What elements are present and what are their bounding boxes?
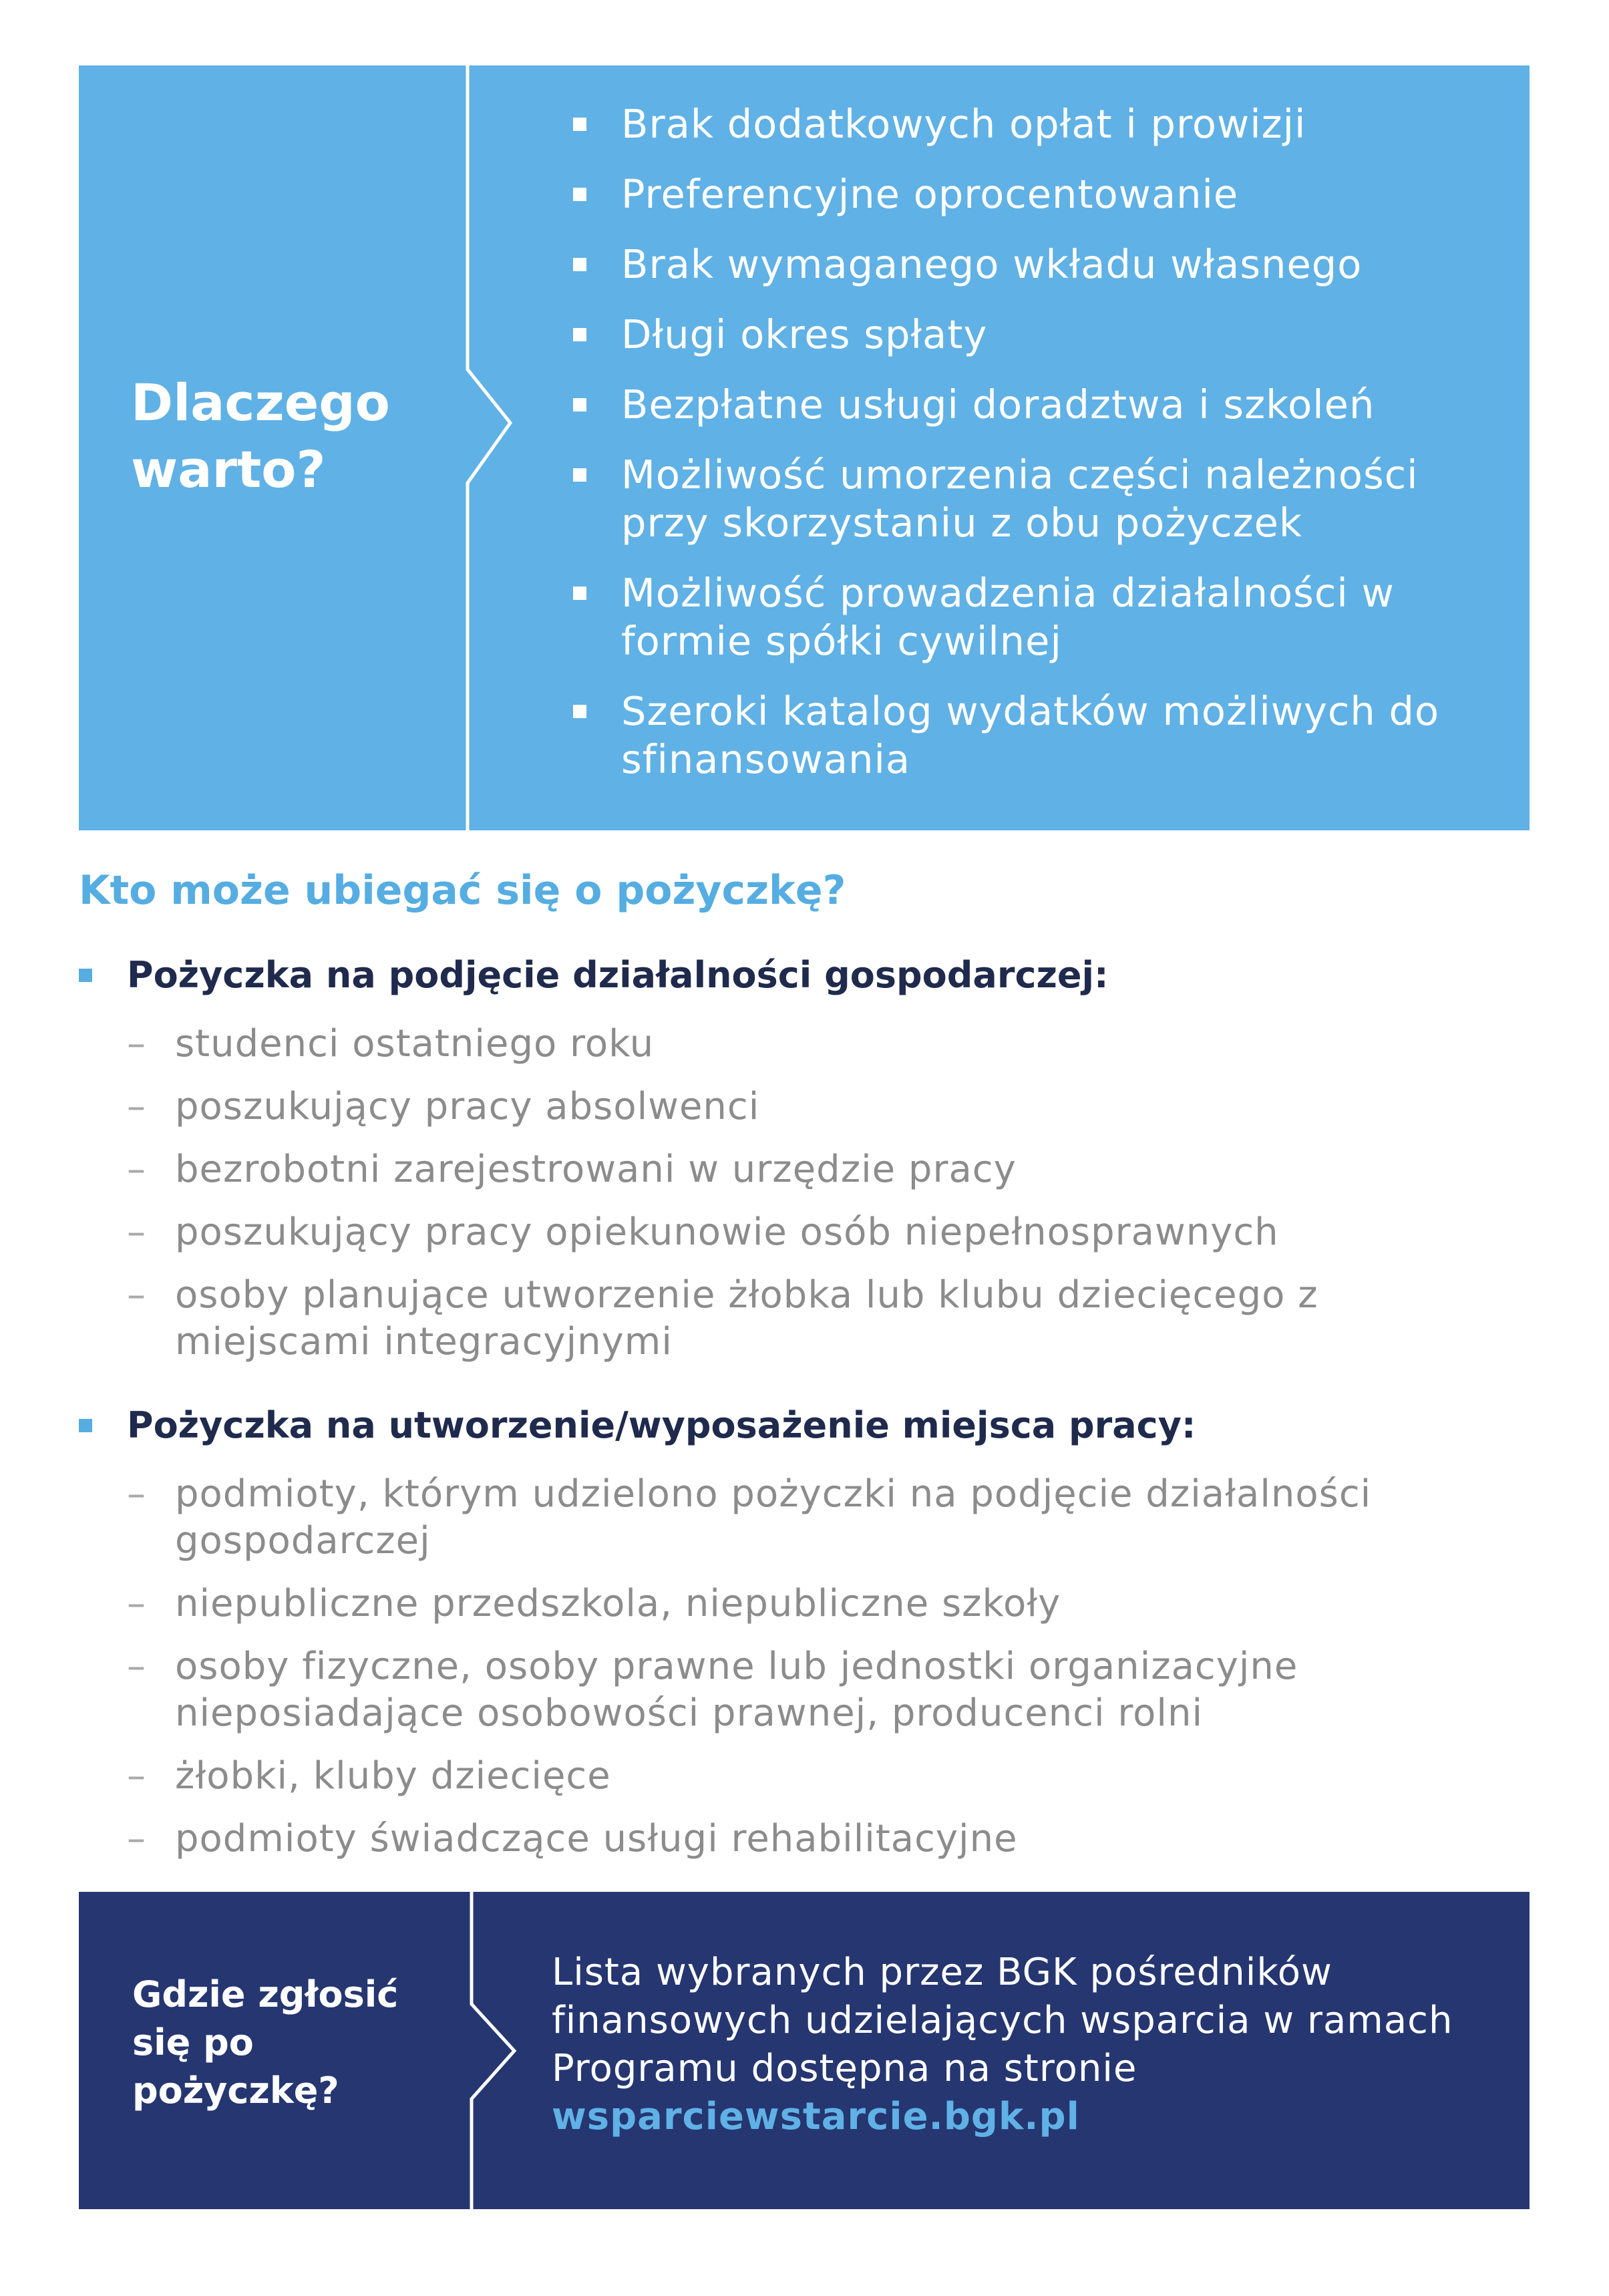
- list-item: [127, 1209, 1496, 1256]
- benefit-item: [573, 569, 1501, 665]
- benefit-text: Szeroki katalog wydatków możliwych do sfinansowania: [621, 688, 1440, 782]
- benefit-text: Możliwość prowadzenia działalności w formie spółki cywilnej: [621, 570, 1395, 664]
- list-item-text: osoby planujące utworzenie żłobka lub klubu dziecięcego z miejscami integracyjnymi: [175, 1273, 1318, 1363]
- list-item-text: osoby fizyczne, osoby prawne lub jednostki organizacyjne nieposiadające osobowości prawnej, producenci rolni: [175, 1645, 1298, 1735]
- list-item-text: niepubliczne przedszkola, niepubliczne szkoły: [175, 1582, 1061, 1625]
- list-item-text: poszukujący pracy opiekunowie osób niepełnosprawnych: [175, 1210, 1279, 1254]
- list-item-text: podmioty świadczące usługi rehabilitacyjne: [175, 1817, 1018, 1860]
- dash-bullet-icon: –: [127, 1472, 146, 1516]
- list-item: [127, 1021, 1496, 1068]
- why-worth-title: [131, 369, 478, 503]
- dash-bullet-icon: –: [127, 1085, 146, 1128]
- where-to-apply-title: [132, 1971, 480, 2115]
- list-item: [127, 1471, 1496, 1565]
- dash-bullet-icon: –: [127, 1582, 146, 1625]
- start-business-eligible-list: [127, 1021, 1496, 1381]
- square-bullet-icon: [573, 468, 586, 482]
- dash-bullet-icon: –: [127, 1273, 146, 1317]
- square-bullet-icon: [79, 1419, 92, 1432]
- list-item: [127, 1084, 1496, 1130]
- benefit-text: Bezpłatne usługi doradztwa i szkoleń: [621, 381, 1375, 428]
- benefit-item: [573, 170, 1501, 218]
- dash-bullet-icon: –: [127, 1148, 146, 1191]
- list-item: [127, 1581, 1496, 1627]
- where-title-line1: Gdzie zgłosić: [132, 1973, 399, 2015]
- list-item-text: podmioty, którym udzielono pożyczki na podjęcie działalności gospodarczej: [175, 1472, 1372, 1563]
- why-worth-title-line2: warto?: [131, 440, 326, 499]
- benefit-text: Długi okres spłaty: [621, 311, 988, 357]
- benefit-item: [573, 381, 1501, 429]
- group-title-start-business: [79, 949, 1481, 1002]
- list-item-text: żłobki, kluby dziecięce: [175, 1754, 611, 1798]
- list-item-text: studenci ostatniego roku: [175, 1022, 655, 1065]
- square-bullet-icon: [573, 705, 586, 718]
- list-item: [127, 1272, 1496, 1365]
- group-title-text: Pożyczka na utworzenie/wyposażenie miejsca pracy:: [127, 1404, 1196, 1446]
- group-title-text: Pożyczka na podjęcie działalności gospodarczej:: [127, 954, 1109, 996]
- benefit-item: [573, 240, 1501, 289]
- where-to-apply-text: [552, 1949, 1500, 2141]
- square-bullet-icon: [79, 969, 92, 982]
- dash-bullet-icon: –: [127, 1817, 146, 1860]
- square-bullet-icon: [573, 587, 586, 600]
- who-can-apply-heading: Kto może ubiegać się o pożyczkę?: [79, 867, 846, 914]
- where-title-line2: się po: [132, 2021, 254, 2064]
- benefits-list: [573, 100, 1501, 806]
- dash-bullet-icon: –: [127, 1022, 146, 1065]
- square-bullet-icon: [573, 118, 586, 131]
- list-item-text: poszukujący pracy absolwenci: [175, 1085, 760, 1128]
- square-bullet-icon: [573, 398, 586, 412]
- benefit-item: [573, 100, 1501, 148]
- benefit-text: Możliwość umorzenia części należności przy skorzystaniu z obu pożyczek: [621, 452, 1419, 546]
- benefit-text: Brak dodatkowych opłat i prowizji: [621, 101, 1306, 147]
- where-to-apply-panel: [79, 1892, 1530, 2209]
- benefit-text: Brak wymaganego wkładu własnego: [621, 241, 1363, 287]
- list-item: [127, 1643, 1496, 1737]
- list-item-text: bezrobotni zarejestrowani w urzędzie pracy: [175, 1148, 1017, 1191]
- dash-bullet-icon: –: [127, 1645, 146, 1688]
- benefit-item: [573, 451, 1501, 547]
- bgk-website-link[interactable]: wsparciewstarcie.bgk.pl: [552, 2095, 1080, 2138]
- dash-bullet-icon: –: [127, 1754, 146, 1798]
- list-item: [127, 1146, 1496, 1193]
- why-worth-title-line1: Dlaczego: [131, 373, 390, 432]
- list-item: [127, 1816, 1496, 1862]
- benefit-item: [573, 687, 1501, 784]
- where-description: Lista wybranych przez BGK pośredników finansowych udzielających wsparcia w ramach Programu dostępna na stronie: [552, 1951, 1453, 2090]
- group-title-workplace: [79, 1399, 1481, 1452]
- square-bullet-icon: [573, 258, 586, 271]
- square-bullet-icon: [573, 328, 586, 341]
- list-item: [127, 1753, 1496, 1800]
- where-title-line3: pożyczkę?: [132, 2070, 339, 2112]
- workplace-eligible-list: [127, 1471, 1496, 1878]
- benefit-item: [573, 311, 1501, 359]
- benefit-text: Preferencyjne oprocentowanie: [621, 171, 1239, 217]
- dash-bullet-icon: –: [127, 1210, 146, 1254]
- why-worth-panel: [79, 65, 1530, 830]
- square-bullet-icon: [573, 188, 586, 201]
